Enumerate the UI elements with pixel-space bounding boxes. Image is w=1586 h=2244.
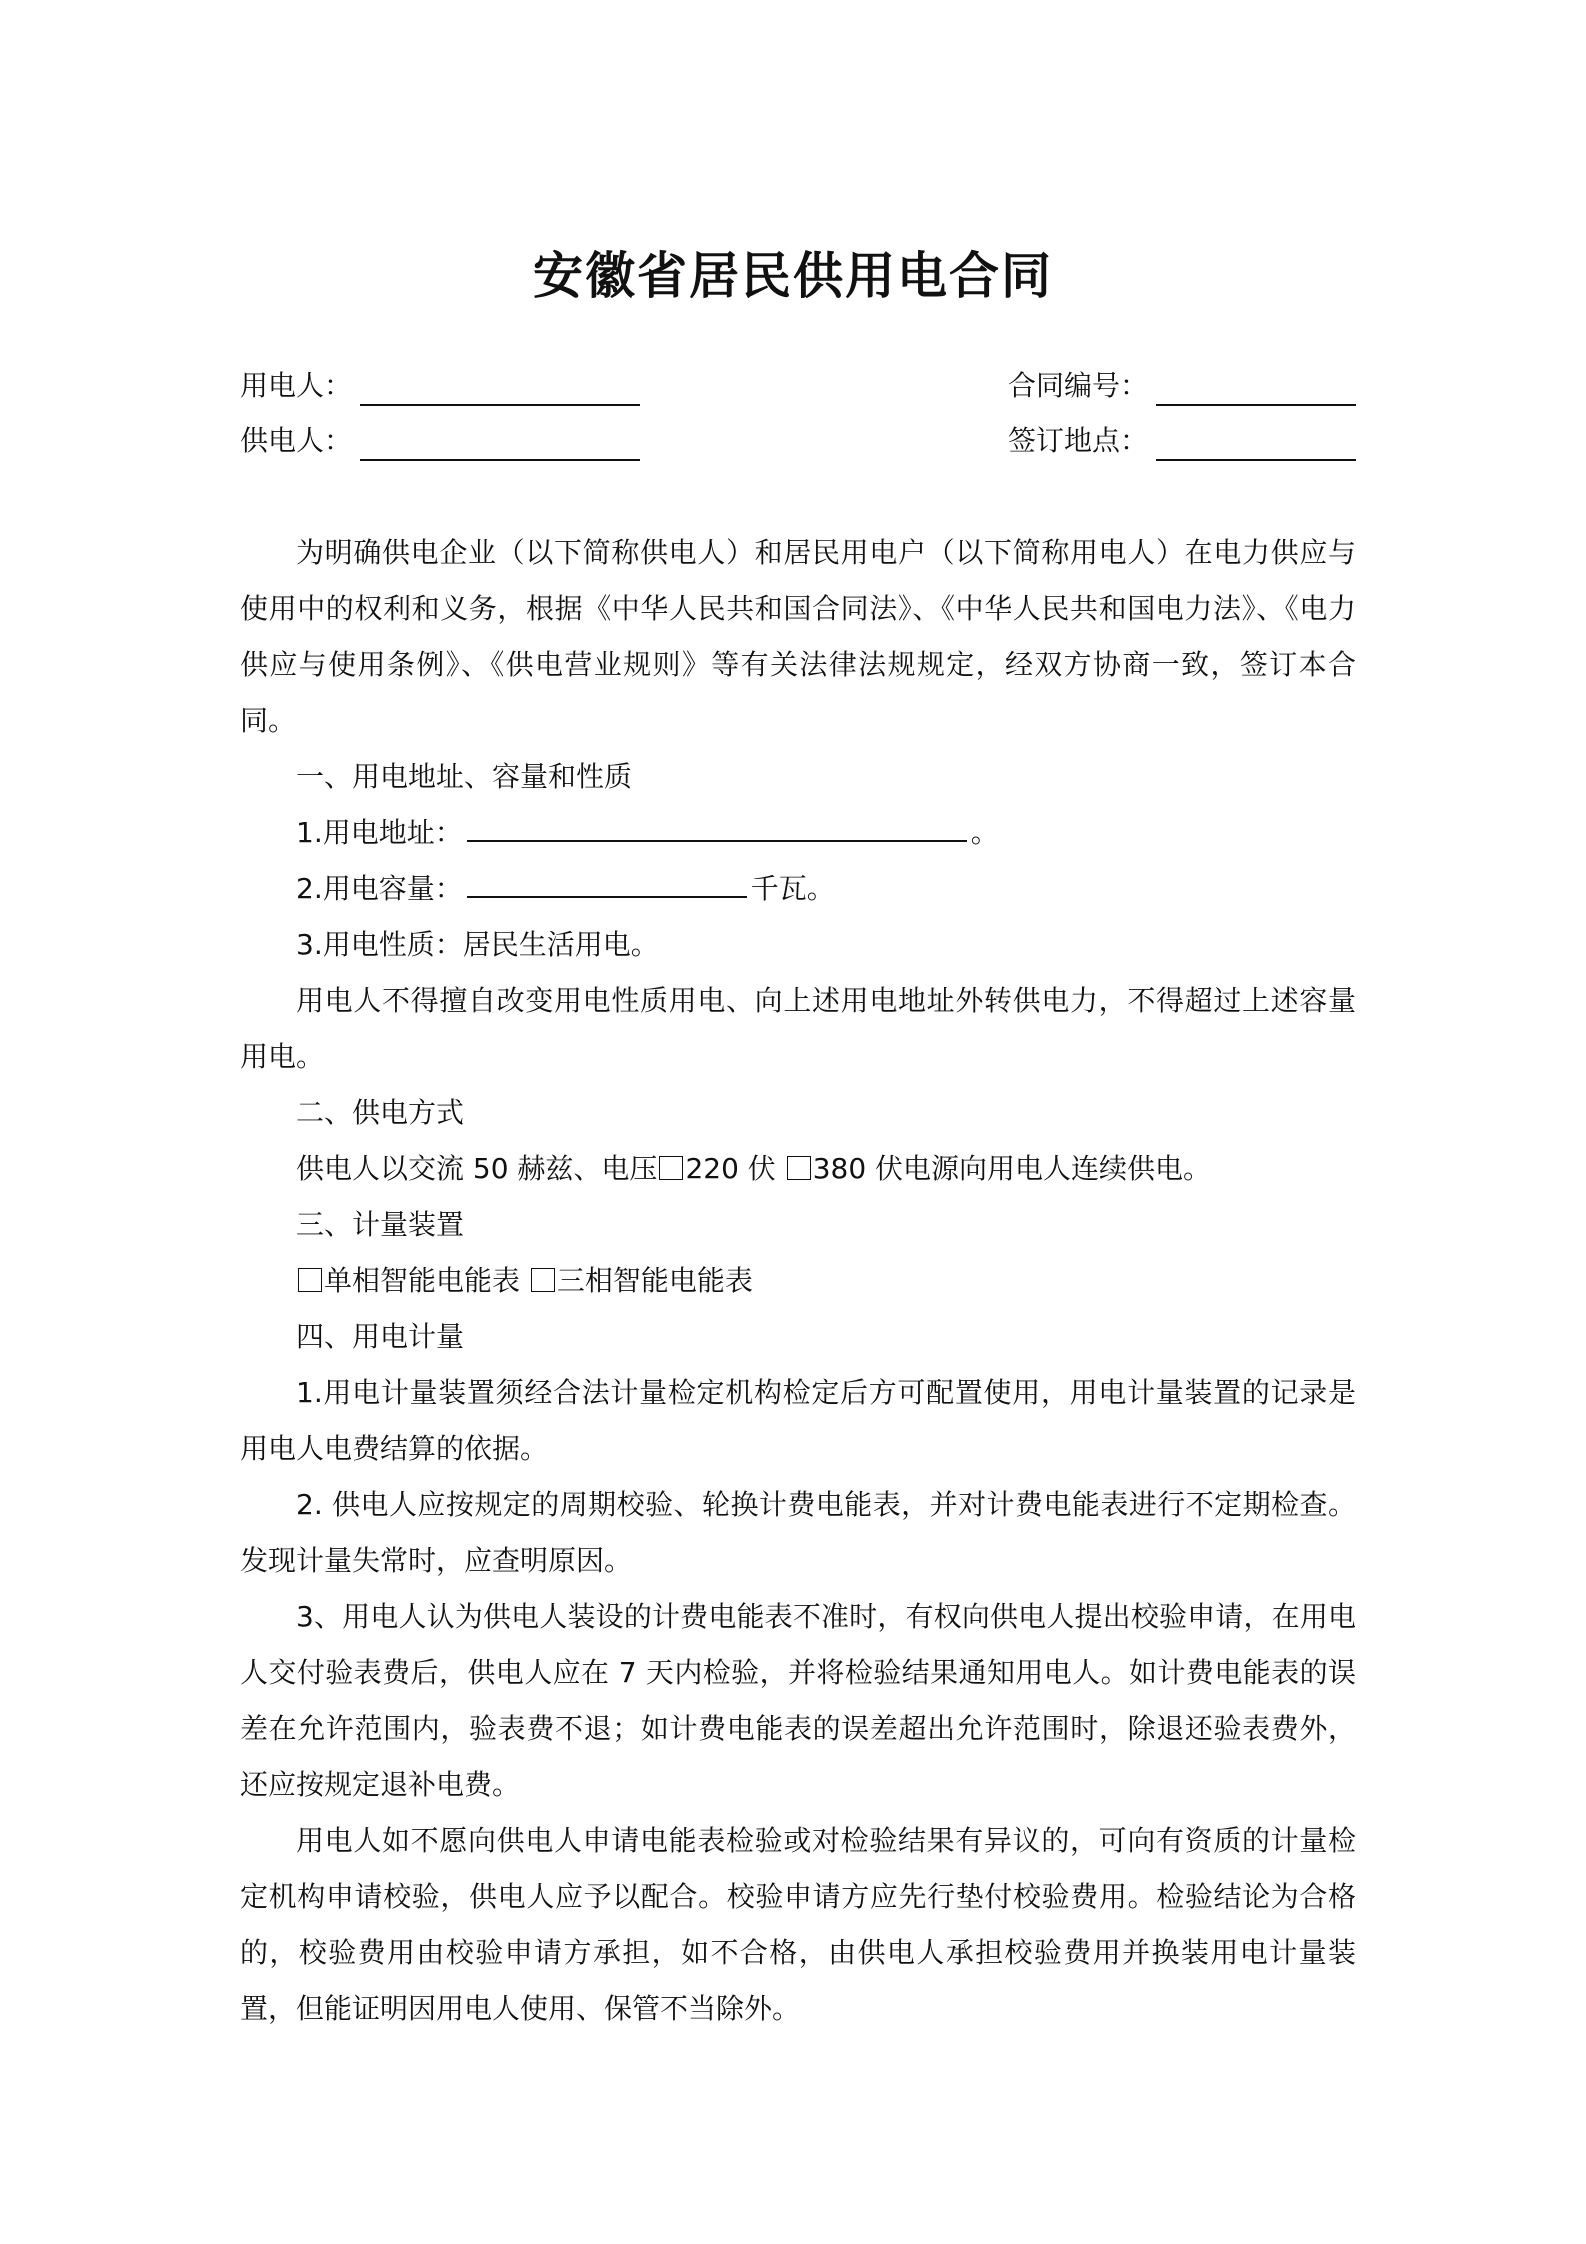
address-blank[interactable] — [467, 812, 967, 842]
address-suffix: 。 — [970, 816, 999, 849]
voltage-line — [240, 1141, 1356, 1197]
section2-heading: 二、供电方式 — [296, 1096, 465, 1129]
section4-heading: 四、用电计量 — [296, 1320, 465, 1353]
user-blank[interactable] — [360, 372, 640, 406]
nature-line: 3.用电性质：居民生活用电。 — [296, 928, 659, 961]
voltage-380-label: 380 伏电源向用电人连续供电。 — [812, 1152, 1212, 1185]
section4-p4: 用电人如不愿向供电人申请电能表检验或对检验结果有异议的，可向有资质的计量检定机构申请校验，供电人应予以配合。校验申请方应先行垫付校验费用。检验结论为合格的，校验费用由校验申请方承担，如不合格，由供电人承担校验费用并换装用电计量装置，但能证明因用电人使用、保管不当除外。 — [240, 1824, 1356, 2025]
supplier-blank[interactable] — [360, 427, 640, 461]
contract-no-blank[interactable] — [1156, 372, 1356, 406]
supplier-field — [240, 421, 640, 461]
contract-no-field — [1008, 366, 1356, 406]
sign-place-blank[interactable] — [1156, 427, 1356, 461]
contract-no-label: 合同编号： — [1008, 369, 1149, 402]
intro-paragraph: 为明确供电企业（以下简称供电人）和居民用电户（以下简称用电人）在电力供应与使用中的权利和义务，根据《中华人民共和国合同法》、《中华人民共和国电力法》、《电力供应与使用条例》、《供电营业规则》等有关法律法规规定，经双方协商一致，签订本合同。 — [240, 536, 1356, 737]
sign-place-field — [1008, 421, 1356, 461]
capacity-blank[interactable] — [467, 868, 747, 898]
section3-heading: 三、计量装置 — [296, 1208, 465, 1241]
capacity-suffix: 千瓦。 — [750, 872, 835, 905]
user-field — [240, 366, 640, 406]
capacity-label: 2.用电容量： — [296, 872, 463, 905]
single-phase-label: 单相智能电能表 — [324, 1264, 521, 1297]
contract-body — [240, 525, 1356, 2037]
three-phase-label: 三相智能电能表 — [556, 1264, 753, 1297]
user-label: 用电人： — [240, 369, 353, 402]
checkbox-220v[interactable] — [659, 1156, 683, 1180]
section1-note: 用电人不得擅自改变用电性质用电、向上述用电地址外转供电力，不得超过上述容量用电。 — [240, 984, 1356, 1073]
section4-p1: 1.用电计量装置须经合法计量检定机构检定后方可配置使用，用电计量装置的记录是用电人电费结算的依据。 — [240, 1376, 1356, 1465]
sign-place-label: 签订地点： — [1008, 424, 1149, 457]
checkbox-three-phase[interactable] — [531, 1268, 555, 1292]
checkbox-380v[interactable] — [787, 1156, 811, 1180]
address-label: 1.用电地址： — [296, 816, 463, 849]
voltage-220-label: 220 伏 — [685, 1152, 776, 1185]
section4-p3: 3、用电人认为供电人装设的计费电能表不准时，有权向供电人提出校验申请，在用电人交付验表费后，供电人应在 7 天内检验，并将检验结果通知用电人。如计费电能表的误差在允许范围内，验表费不退；如计费电能表的误差超出允许范围时，除退还验表费外，还应按规定退补电费。 — [240, 1600, 1356, 1801]
address-line — [240, 805, 1356, 861]
capacity-line — [240, 861, 1356, 917]
section1-heading: 一、用电地址、容量和性质 — [296, 760, 633, 793]
page-title: 安徽省居民供用电合同 — [533, 247, 1053, 305]
checkbox-single-phase[interactable] — [298, 1268, 322, 1292]
section4-p2: 2. 供电人应按规定的周期校验、轮换计费电能表，并对计费电能表进行不定期检查。发现计量失常时，应查明原因。 — [240, 1488, 1356, 1577]
meter-options-line — [240, 1253, 1356, 1309]
supplier-label: 供电人： — [240, 424, 353, 457]
voltage-prefix: 供电人以交流 50 赫兹、电压 — [296, 1152, 658, 1185]
